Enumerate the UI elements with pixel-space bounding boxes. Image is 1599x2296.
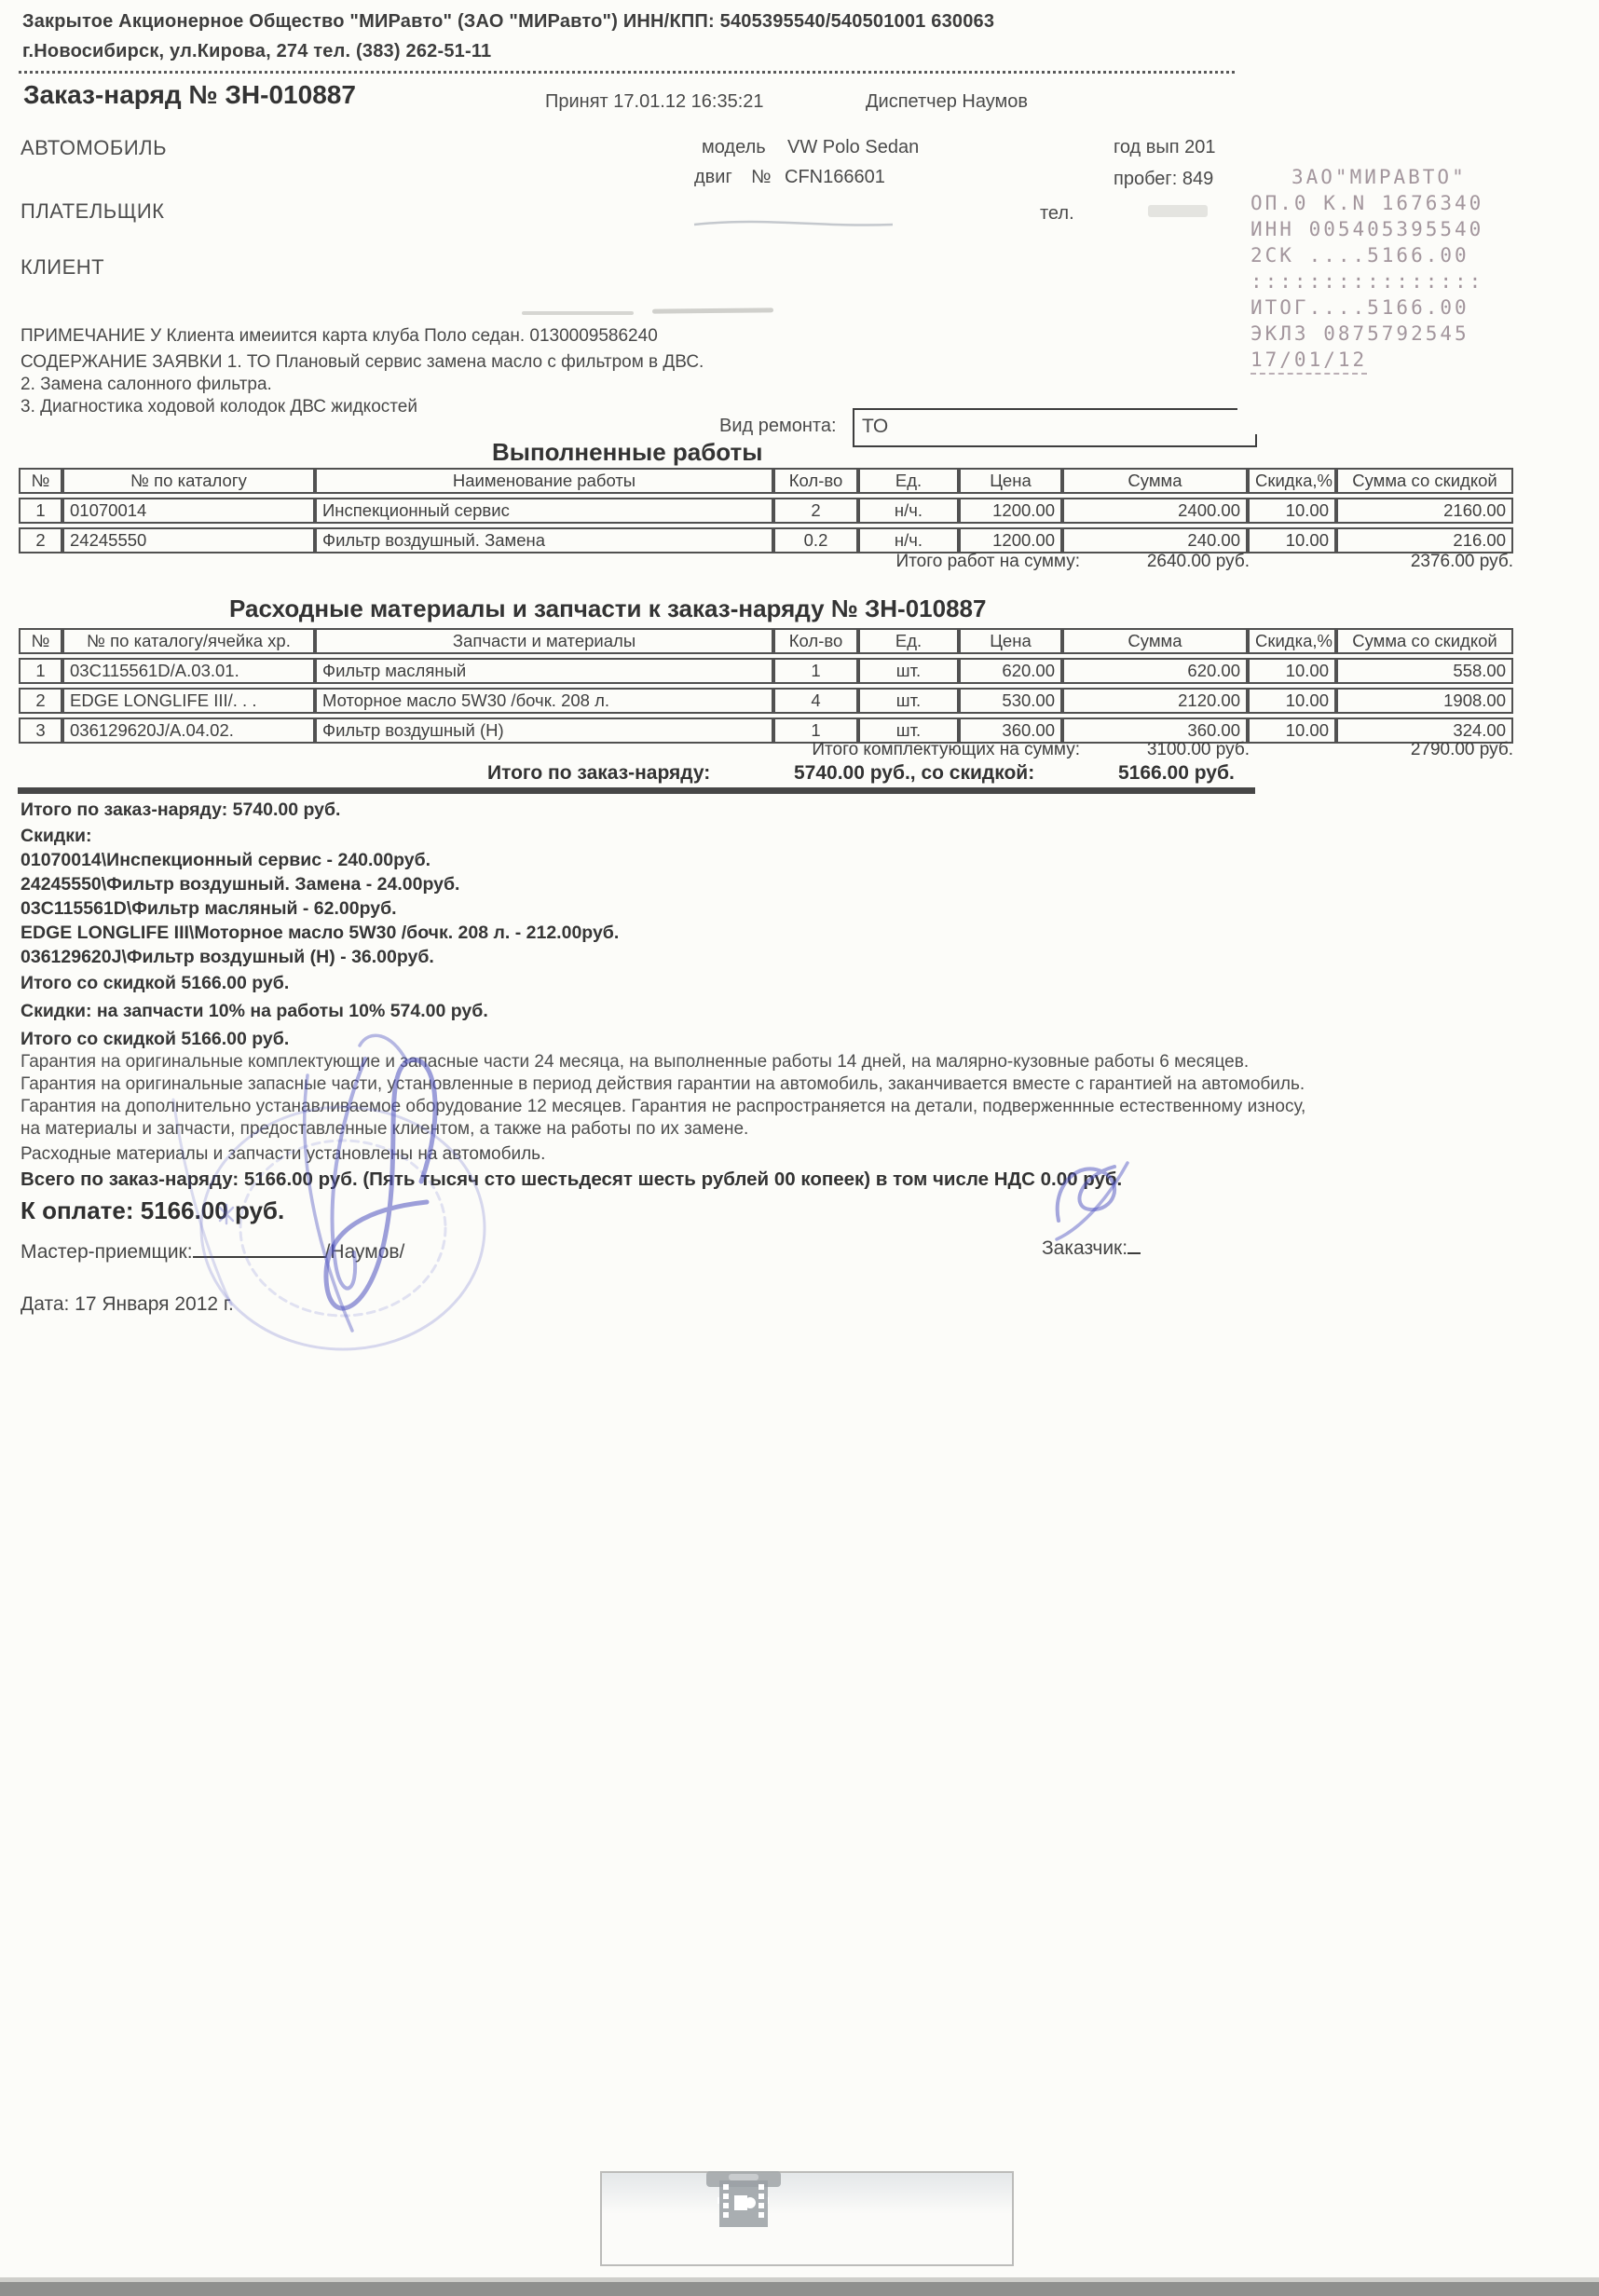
col-header: № [19,468,62,494]
cell: 4 [773,688,858,714]
engine-no-value: CFN166601 [785,167,885,187]
col-header: Цена [959,628,1062,654]
master-name: /Наумов/ [324,1241,405,1263]
receipt-line: ИТОГ....5166.00 [1250,296,1469,319]
request-line: 3. Диагностика ходовой колодок ДВС жидкостей [20,397,417,417]
to-pay-line: К оплате: 5166.00 руб. [20,1196,285,1224]
receipt-line: :::::::::::::::: [1250,270,1484,293]
cell: 620.00 [1062,658,1248,684]
col-header: Сумма [1062,628,1248,654]
cell: 0.2 [773,527,858,554]
cell: 1908.00 [1336,688,1513,714]
cell: 324.00 [1336,718,1513,744]
mileage-value: пробег: 849 [1114,169,1214,189]
parts-title: Расходные материалы и запчасти к заказ-наряду № ЗН-010887 [229,594,987,622]
erased-client-mark [652,308,773,313]
cell: 10.00 [1248,658,1336,684]
works-header-row [19,468,1513,494]
works-table [19,464,1513,557]
grand-total-line: Всего по заказ-наряду: 5166.00 руб. (Пять тысяч сто шестьдесят шесть рублей 00 копеек) в том числе НДС 0.00 руб. [20,1168,1123,1190]
cell: 10.00 [1248,688,1336,714]
discount-summary: Скидки: на запчасти 10% на работы 10% 574.00 руб. [20,1001,488,1021]
cell: 2400.00 [1062,498,1248,524]
col-header: № по каталогу/ячейка хр. [62,628,315,654]
col-header: Цена [959,468,1062,494]
master-signature-line [193,1239,325,1258]
col-header: Кол-во [773,468,858,494]
cell: шт. [858,688,959,714]
discounts-label: Скидки: [20,826,92,846]
model-value: VW Polo Sedan [787,137,920,157]
vehicle-section-label: АВТОМОБИЛЬ [20,136,168,159]
cell: 01070014 [62,498,315,524]
dispatcher: Диспетчер Наумов [866,91,1029,112]
cell: 240.00 [1062,527,1248,554]
summary-discounted: 5166.00 руб. [1118,762,1235,784]
cell: 1 [773,658,858,684]
cell: Инспекционный сервис [315,498,773,524]
discount-item: 03C115561D\Фильтр масляный - 62.00руб. [20,898,397,919]
scan-artifact-box [600,2171,1014,2266]
parts-table [19,624,1513,747]
note-line: ПРИМЕЧАНИЕ У Клиента имеиится карта клуба Поло седан. 0130009586240 [20,326,658,346]
filmstrip-icon [706,2169,785,2227]
year-value: год вып 201 [1114,137,1216,157]
receipt-line: ИНН 005405395540 [1250,218,1484,240]
total-with-discount: Итого со скидкой 5166.00 руб. [20,1029,290,1049]
cell: 2160.00 [1336,498,1513,524]
company-name-line: Закрытое Акционерное Общество "МИРавто" (ЗАО "МИРавто") ИНН/КПП: 5405395540/540501001 630063 [22,11,995,32]
cash-receipt [1250,164,1483,375]
works-title: Выполненные работы [492,438,763,466]
customer-label: Заказчик: [1042,1237,1128,1259]
customer-signature-row [1042,1237,1141,1260]
cell: 530.00 [959,688,1062,714]
cell: 1 [773,718,858,744]
installed-note: Расходные материалы и запчасти установлены на автомобиль. [20,1144,546,1164]
cell: Фильтр масляный [315,658,773,684]
date-line: Дата: 17 Января 2012 г. [20,1293,234,1315]
col-header: Запчасти и материалы [315,628,773,654]
cell: EDGE LONGLIFE III/. . . [62,688,315,714]
cell: 2 [773,498,858,524]
cell: н/ч. [858,527,959,554]
cell: 620.00 [959,658,1062,684]
total-with-discount: Итого со скидкой 5166.00 руб. [20,973,290,993]
cell: 3 [19,718,62,744]
summary-rule [18,787,1255,794]
cell: 1200.00 [959,527,1062,554]
cell: 2 [19,527,62,554]
parts-total-row [19,740,1513,760]
col-header: Кол-во [773,628,858,654]
discount-item: 24245550\Фильтр воздушный. Замена - 24.00руб. [20,874,460,895]
phone-label: тел. [1040,203,1074,224]
repair-type-value: ТО [862,416,889,437]
header-divider [19,71,1235,74]
warranty-text: Гарантия на оригинальные комплектующие и запасные части 24 месяца, на выполненные работы 14 дней, на малярно-кузовные работы 6 месяцев. Гарантия на оригинальные запасные части, установленные в период действия гарантии на автомобиль, заканчивается вместе с гарантией на автомобиль. Гарантия на дополнительно устанавливаемое оборудование 12 месяцев. Гарантия не распространяется на детали, подверженнные естественному износу, на материалы и запчасти, предоставленные клиентом, а также на работы по их замене. [20,1052,1306,1139]
col-header: № по каталогу [62,468,315,494]
engine-no-sign: № [751,167,772,187]
cell: 360.00 [959,718,1062,744]
erased-phone-smudge [1148,205,1208,217]
cell: 03C115561D/A.03.01. [62,658,315,684]
repair-type-label: Вид ремонта: [719,416,837,436]
cell: 2120.00 [1062,688,1248,714]
cell: 10.00 [1248,527,1336,554]
col-header: Ед. [858,628,959,654]
cell: Моторное масло 5W30 /бочк. 208 л. [315,688,773,714]
cell: 1 [19,658,62,684]
receipt-line: 17/01/12 [1250,347,1367,375]
col-header: Сумма со скидкой [1336,468,1513,494]
cell: 10.00 [1248,718,1336,744]
table-row [19,658,1513,684]
cell: Фильтр воздушный. Замена [315,527,773,554]
receipt-line: 2СК ....5166.00 [1250,244,1469,266]
parts-total-label: Итого комплектующих на сумму: [812,740,1080,759]
col-header: Скидка,% [1248,628,1336,654]
col-header: Ед. [858,468,959,494]
cell: 216.00 [1336,527,1513,554]
cell: 360.00 [1062,718,1248,744]
table-row [19,498,1513,524]
model-label: модель [702,137,766,157]
master-signature-row [20,1239,404,1264]
receipt-line: ОП.0 К.N 1676340 [1250,192,1484,214]
request-line: 2. Замена салонного фильтра. [20,375,272,394]
discount-item: 01070014\Инспекционный сервис - 240.00руб. [20,850,431,870]
breakdown-total: Итого по заказ-наряду: 5740.00 руб. [20,800,341,820]
parts-total-discounted: 2790.00 руб. [1410,740,1513,759]
cell: 1200.00 [959,498,1062,524]
discount-item: EDGE LONGLIFE III\Моторное масло 5W30 /бочк. 208 л. - 212.00руб. [20,922,620,943]
col-header: № [19,628,62,654]
table-row [19,527,1513,554]
payer-section-label: ПЛАТЕЛЬЩИК [20,199,165,223]
cell: 1 [19,498,62,524]
cell: 036129620J/A.04.02. [62,718,315,744]
cell: 2 [19,688,62,714]
parts-total: 3100.00 руб. [1146,740,1250,759]
col-header: Наименование работы [315,468,773,494]
erased-client-mark [522,311,634,315]
accepted-datetime: Принят 17.01.12 16:35:21 [545,91,764,112]
cell: 558.00 [1336,658,1513,684]
receipt-line: ЭКЛЗ 0875792545 [1250,322,1469,345]
parts-header-row [19,628,1513,654]
client-section-label: КЛИЕНТ [20,255,105,279]
summary-total: 5740.00 руб., со скидкой: [794,762,1035,784]
cell: 24245550 [62,527,315,554]
engine-label: двиг [694,167,732,187]
works-total-discounted: 2376.00 руб. [1410,552,1513,571]
col-header: Сумма [1062,468,1248,494]
scan-edge-bar [0,2282,1599,2296]
works-total-row [19,552,1513,572]
cell: Фильтр воздушный (Н) [315,718,773,744]
customer-signature-line [1128,1237,1141,1254]
works-total-label: Итого работ на сумму: [895,552,1080,571]
repair-type-box [853,408,1257,447]
cell: шт. [858,658,959,684]
table-row [19,688,1513,714]
discount-item: 036129620J\Фильтр воздушный (Н) - 36.00руб. [20,947,434,967]
summary-label: Итого по заказ-наряду: [487,762,711,784]
col-header: Скидка,% [1248,468,1336,494]
works-total: 2640.00 руб. [1146,552,1250,571]
request-line: СОДЕРЖАНИЕ ЗАЯВКИ 1. ТО Плановый сервис замена масло с фильтром в ДВС. [20,352,704,372]
order-number-title: Заказ-наряд № ЗН-010887 [23,80,356,109]
receipt-line: ЗАО"МИРАВТО" [1292,166,1467,188]
master-label: Мастер-приемщик: [20,1241,193,1263]
col-header: Сумма со скидкой [1336,628,1513,654]
cell: шт. [858,718,959,744]
company-address-line: г.Новосибирск, ул.Кирова, 274 тел. (383) 262-51-11 [22,41,492,62]
cell: н/ч. [858,498,959,524]
cell: 10.00 [1248,498,1336,524]
